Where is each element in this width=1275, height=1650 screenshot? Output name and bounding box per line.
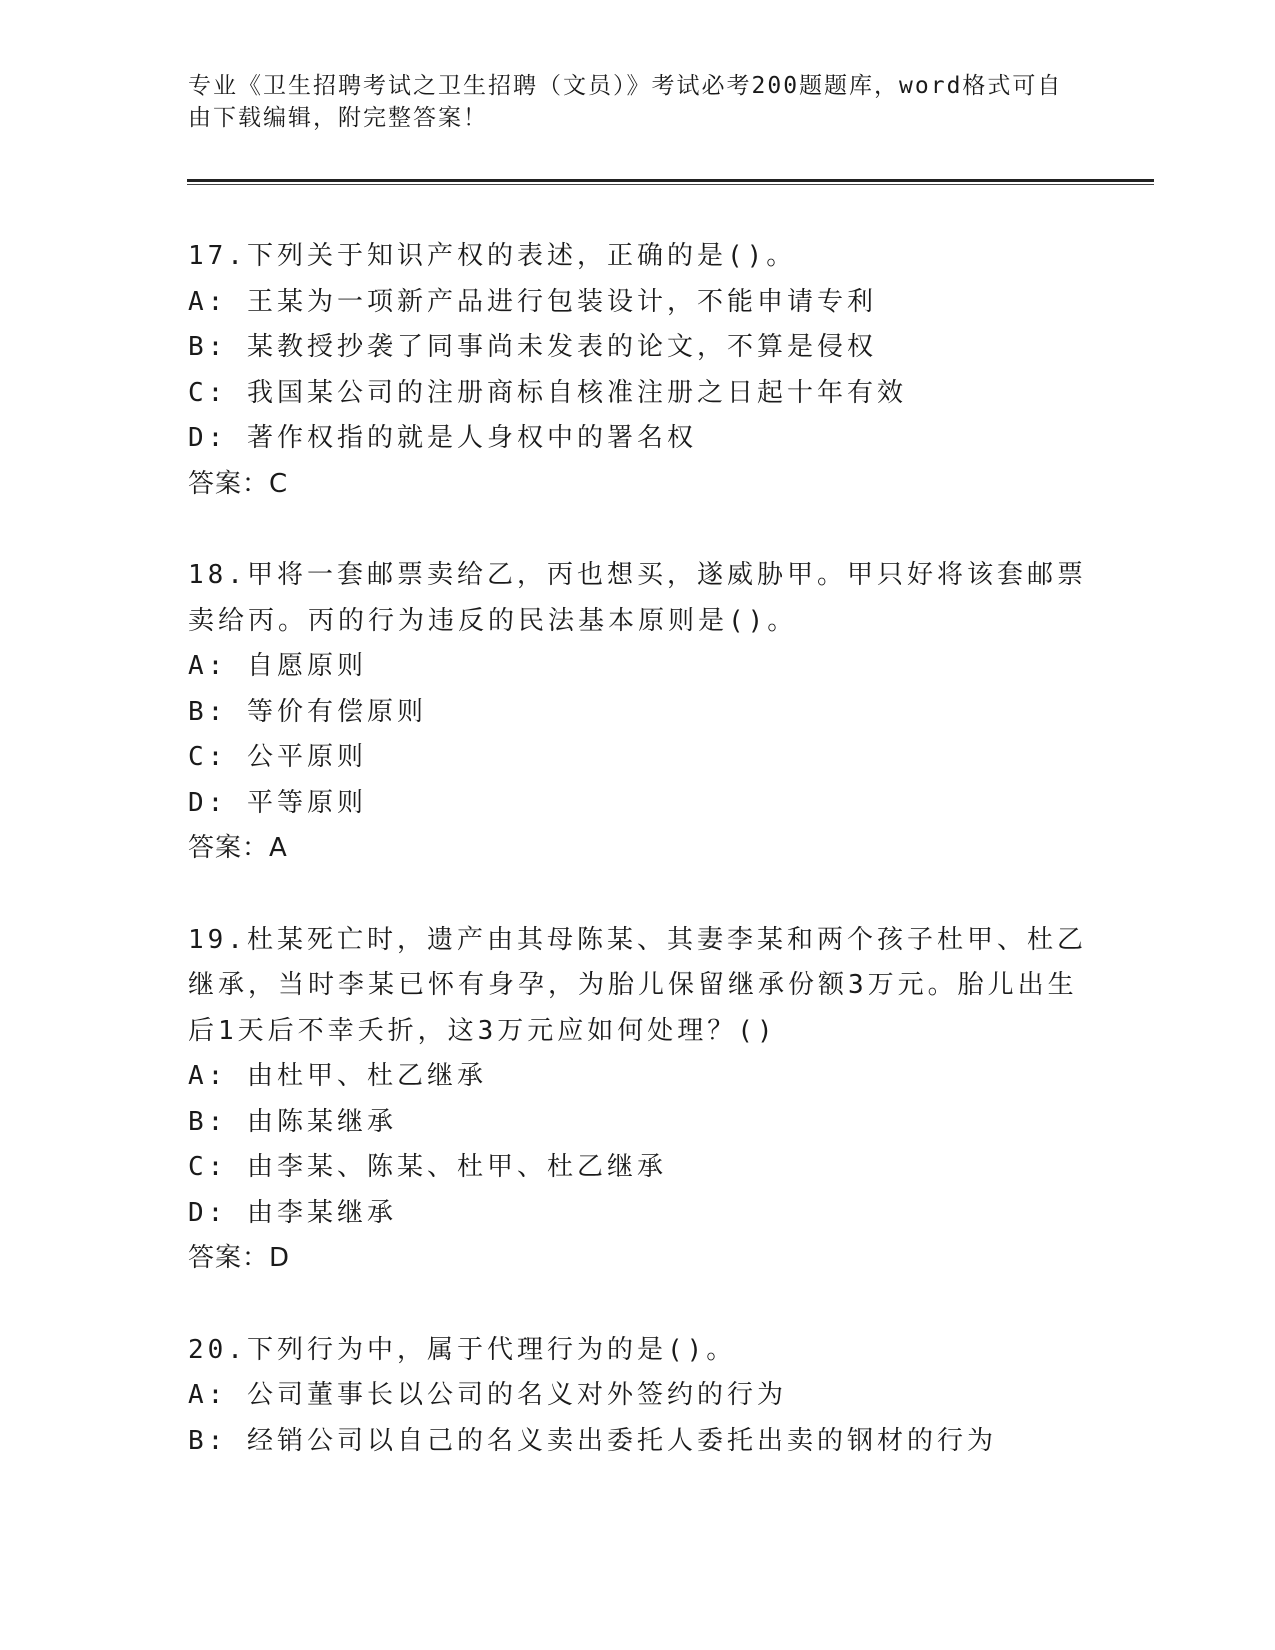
option-b: B: 等价有偿原则: [188, 696, 427, 727]
header-divider-thin: [187, 184, 1154, 185]
option-c: C: 公平原则: [188, 742, 367, 772]
question-18: [188, 553, 1088, 872]
header-divider-thick: [187, 179, 1154, 182]
question-20: [188, 1328, 1088, 1465]
option-c: C: 由李某、陈某、杜甲、杜乙继承: [188, 1152, 667, 1182]
question-stem: 20.下列行为中，属于代理行为的是()。: [188, 1334, 737, 1365]
answer-line: 答案：C: [188, 468, 289, 499]
option-b: B: 经销公司以自己的名义卖出委托人委托出卖的钢材的行为: [188, 1425, 997, 1456]
option-d: D: 平等原则: [188, 787, 367, 818]
option-d: D: 著作权指的就是人身权中的署名权: [188, 423, 697, 453]
question-stem: 17.下列关于知识产权的表述，正确的是()。: [188, 241, 797, 271]
option-c: C: 我国某公司的注册商标自核准注册之日起十年有效: [188, 377, 907, 408]
option-a: A: 自愿原则: [188, 651, 367, 681]
answer-line: 答案：D: [188, 1243, 291, 1273]
option-d: D: 由李某继承: [188, 1197, 397, 1228]
question-list: [188, 234, 1088, 1510]
option-a: A: 王某为一项新产品进行包装设计，不能申请专利: [188, 286, 877, 317]
question-17: [188, 234, 1088, 507]
option-a: A: 公司董事长以公司的名义对外签约的行为: [188, 1380, 787, 1410]
option-b: B: 某教授抄袭了同事尚未发表的论文，不算是侵权: [188, 332, 877, 362]
question-stem: 19.杜某死亡时，遗产由其母陈某、其妻李某和两个孩子杜甲、杜乙继承，当时李某已怀有身孕，为胎儿保留继承份额3万元。胎儿出生后1天后不幸夭折，这3万元应如何处理？(): [188, 924, 1087, 1046]
answer-line: 答案：A: [188, 833, 288, 863]
question-stem: 18.甲将一套邮票卖给乙，丙也想买，遂威胁甲。甲只好将该套邮票卖给丙。丙的行为违反的民法基本原则是()。: [188, 560, 1087, 636]
document-header: 专业《卫生招聘考试之卫生招聘（文员）》考试必考200题题库，word格式可自由下载编辑，附完整答案！: [188, 73, 1063, 131]
question-19: [188, 918, 1088, 1282]
option-b: B: 由陈某继承: [188, 1106, 397, 1137]
option-a: A: 由杜甲、杜乙继承: [188, 1061, 487, 1091]
